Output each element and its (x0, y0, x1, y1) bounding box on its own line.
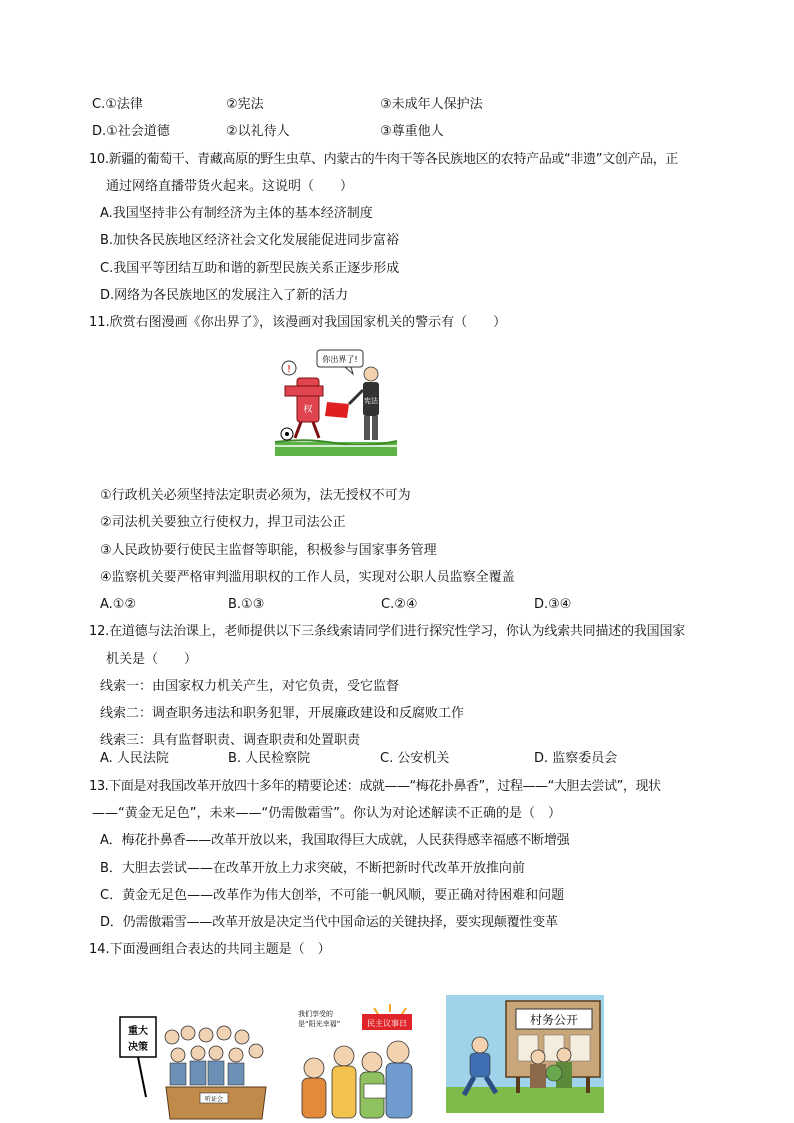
q11-stem: 11.欣赏右图漫画《你出界了》，该漫画对我国国家机关的警示有（ ） (89, 315, 507, 330)
q11-banner-char: 权 (303, 405, 313, 415)
q11-option-d: D.③④ (534, 597, 572, 612)
q9-option-c (92, 96, 483, 114)
q14-cartoon-village-drawing (446, 995, 604, 1113)
q14-cartoon-hearing-drawing (116, 1007, 270, 1123)
q12-option-c: C. 公安机关 (380, 751, 450, 766)
q11-speech-bubble: 你出界了! (322, 355, 358, 364)
q9-option-d-c: ③尊重他人 (380, 124, 444, 139)
q12-clue-2: 线索二：调查职务违法和职务犯罪，开展廉政建设和反腐败工作 (100, 706, 465, 721)
q9-option-c-b: ②宪法 (226, 97, 264, 112)
q14-sign-line2: 决策 (128, 1042, 148, 1053)
q11-exclaim: ! (286, 364, 292, 375)
q13-option-a: A．梅花扑鼻香——改革开放以来，我国取得巨大成就，人民获得感幸福感不断增强 (100, 833, 570, 848)
q14-caption-line2: 是“阳光幸福” (298, 1020, 341, 1028)
q10-option-d: D.网络为各民族地区的发展注入了新的活力 (100, 288, 349, 303)
q9-option-c-a: C.①法律 (92, 97, 143, 112)
q13-option-c: C．黄金无足色——改革作为伟大创举，不可能一帆风顺，要正确对待困难和问题 (100, 888, 565, 903)
q9-option-d (92, 123, 444, 141)
q14-sign-line1: 重大 (128, 1026, 148, 1037)
q10-option-b: B.加快各民族地区经济社会文化发展能促进同步富裕 (100, 233, 400, 248)
q12-stem-line1: 12.在道德与法治课上，老师提供以下三条线索请同学们进行探究性学习，你认为线索共同描述的我国国家 (89, 624, 686, 639)
q9-option-d-b: ②以礼待人 (226, 124, 290, 139)
q13-stem-line1: 13.下面是对我国改革开放四十多年的精要论述：成就——“梅花扑鼻香”，过程——“大胆去尝试”，现状 (89, 779, 661, 794)
q11-statement-1: ①行政机关必须坚持法定职责必须为，法无授权不可为 (100, 488, 411, 503)
q14-caption-line1: 我们享受的 (298, 1010, 333, 1018)
q11-options (100, 596, 571, 614)
q10-option-a: A.我国坚持非公有制经济为主体的基本经济制度 (100, 206, 373, 221)
q11-cartoon-drawing (275, 346, 397, 456)
q12-options (100, 750, 617, 768)
q13-stem-line2: ——“黄金无足色”，未来——“仍需傲霜雪”。你认为对论述解读不正确的是（ ） (92, 806, 561, 821)
q14-cartoon-democracy-drawing (294, 1002, 416, 1122)
q14-banner-label: 民主议事日 (367, 1019, 407, 1028)
q10-option-c: C.我国平等团结互助和谐的新型民族关系正逐步形成 (100, 261, 400, 276)
q13-option-d: D．仍需傲霜雪——改革开放是决定当代中国命运的关键抉择，要实现颠覆性变革 (100, 915, 558, 930)
q14-cartoon-village (446, 995, 604, 1113)
q11-statement-3: ③人民政协要行使民主监督等职能，积极参与国家事务管理 (100, 543, 437, 558)
q14-stem: 14.下面漫画组合表达的共同主题是（ ） (89, 942, 331, 957)
q14-cartoon-democracy (294, 1002, 416, 1122)
q13-option-b: B．大胆去尝试——在改革开放上力求突破，不断把新时代改革开放推向前 (100, 861, 525, 876)
q11-statement-2: ②司法机关要独立行使权力，捍卫司法公正 (100, 515, 346, 530)
q12-clue-3: 线索三：具有监督职责、调查职责和处置职责 (100, 733, 361, 748)
q11-option-b: B.①③ (228, 597, 265, 612)
q14-cartoon-hearing (116, 1007, 270, 1123)
q12-clue-1: 线索一：由国家权力机关产生，对它负责，受它监督 (100, 679, 400, 694)
q10-stem-line1: 10.新疆的葡萄干、青藏高原的野生虫草、内蒙古的牛肉干等各民族地区的农特产品或“非遗”文创产品，正 (89, 152, 678, 167)
q10-stem-line2: 通过网络直播带货火起来。这说明（ ） (106, 179, 354, 194)
q12-option-b: B. 人民检察院 (228, 751, 311, 766)
q9-option-c-c: ③未成年人保护法 (380, 97, 483, 112)
q9-option-d-a: D.①社会道德 (92, 124, 170, 139)
q14-desk-label: 听证会 (204, 1096, 224, 1103)
q12-option-d: D. 监察委员会 (534, 751, 618, 766)
q11-cartoon (275, 346, 397, 456)
q14-board-label: 村务公开 (529, 1013, 579, 1027)
q12-stem-line2: 机关是（ ） (106, 652, 198, 667)
q11-option-c: C.②④ (381, 597, 418, 612)
q12-option-a: A. 人民法院 (100, 751, 169, 766)
q11-shirt-label: 宪法 (364, 397, 378, 405)
q11-statement-4: ④监察机关要严格审判滥用职权的工作人员，实现对公职人员监察全覆盖 (100, 570, 515, 585)
q11-option-a: A.①② (100, 597, 137, 612)
